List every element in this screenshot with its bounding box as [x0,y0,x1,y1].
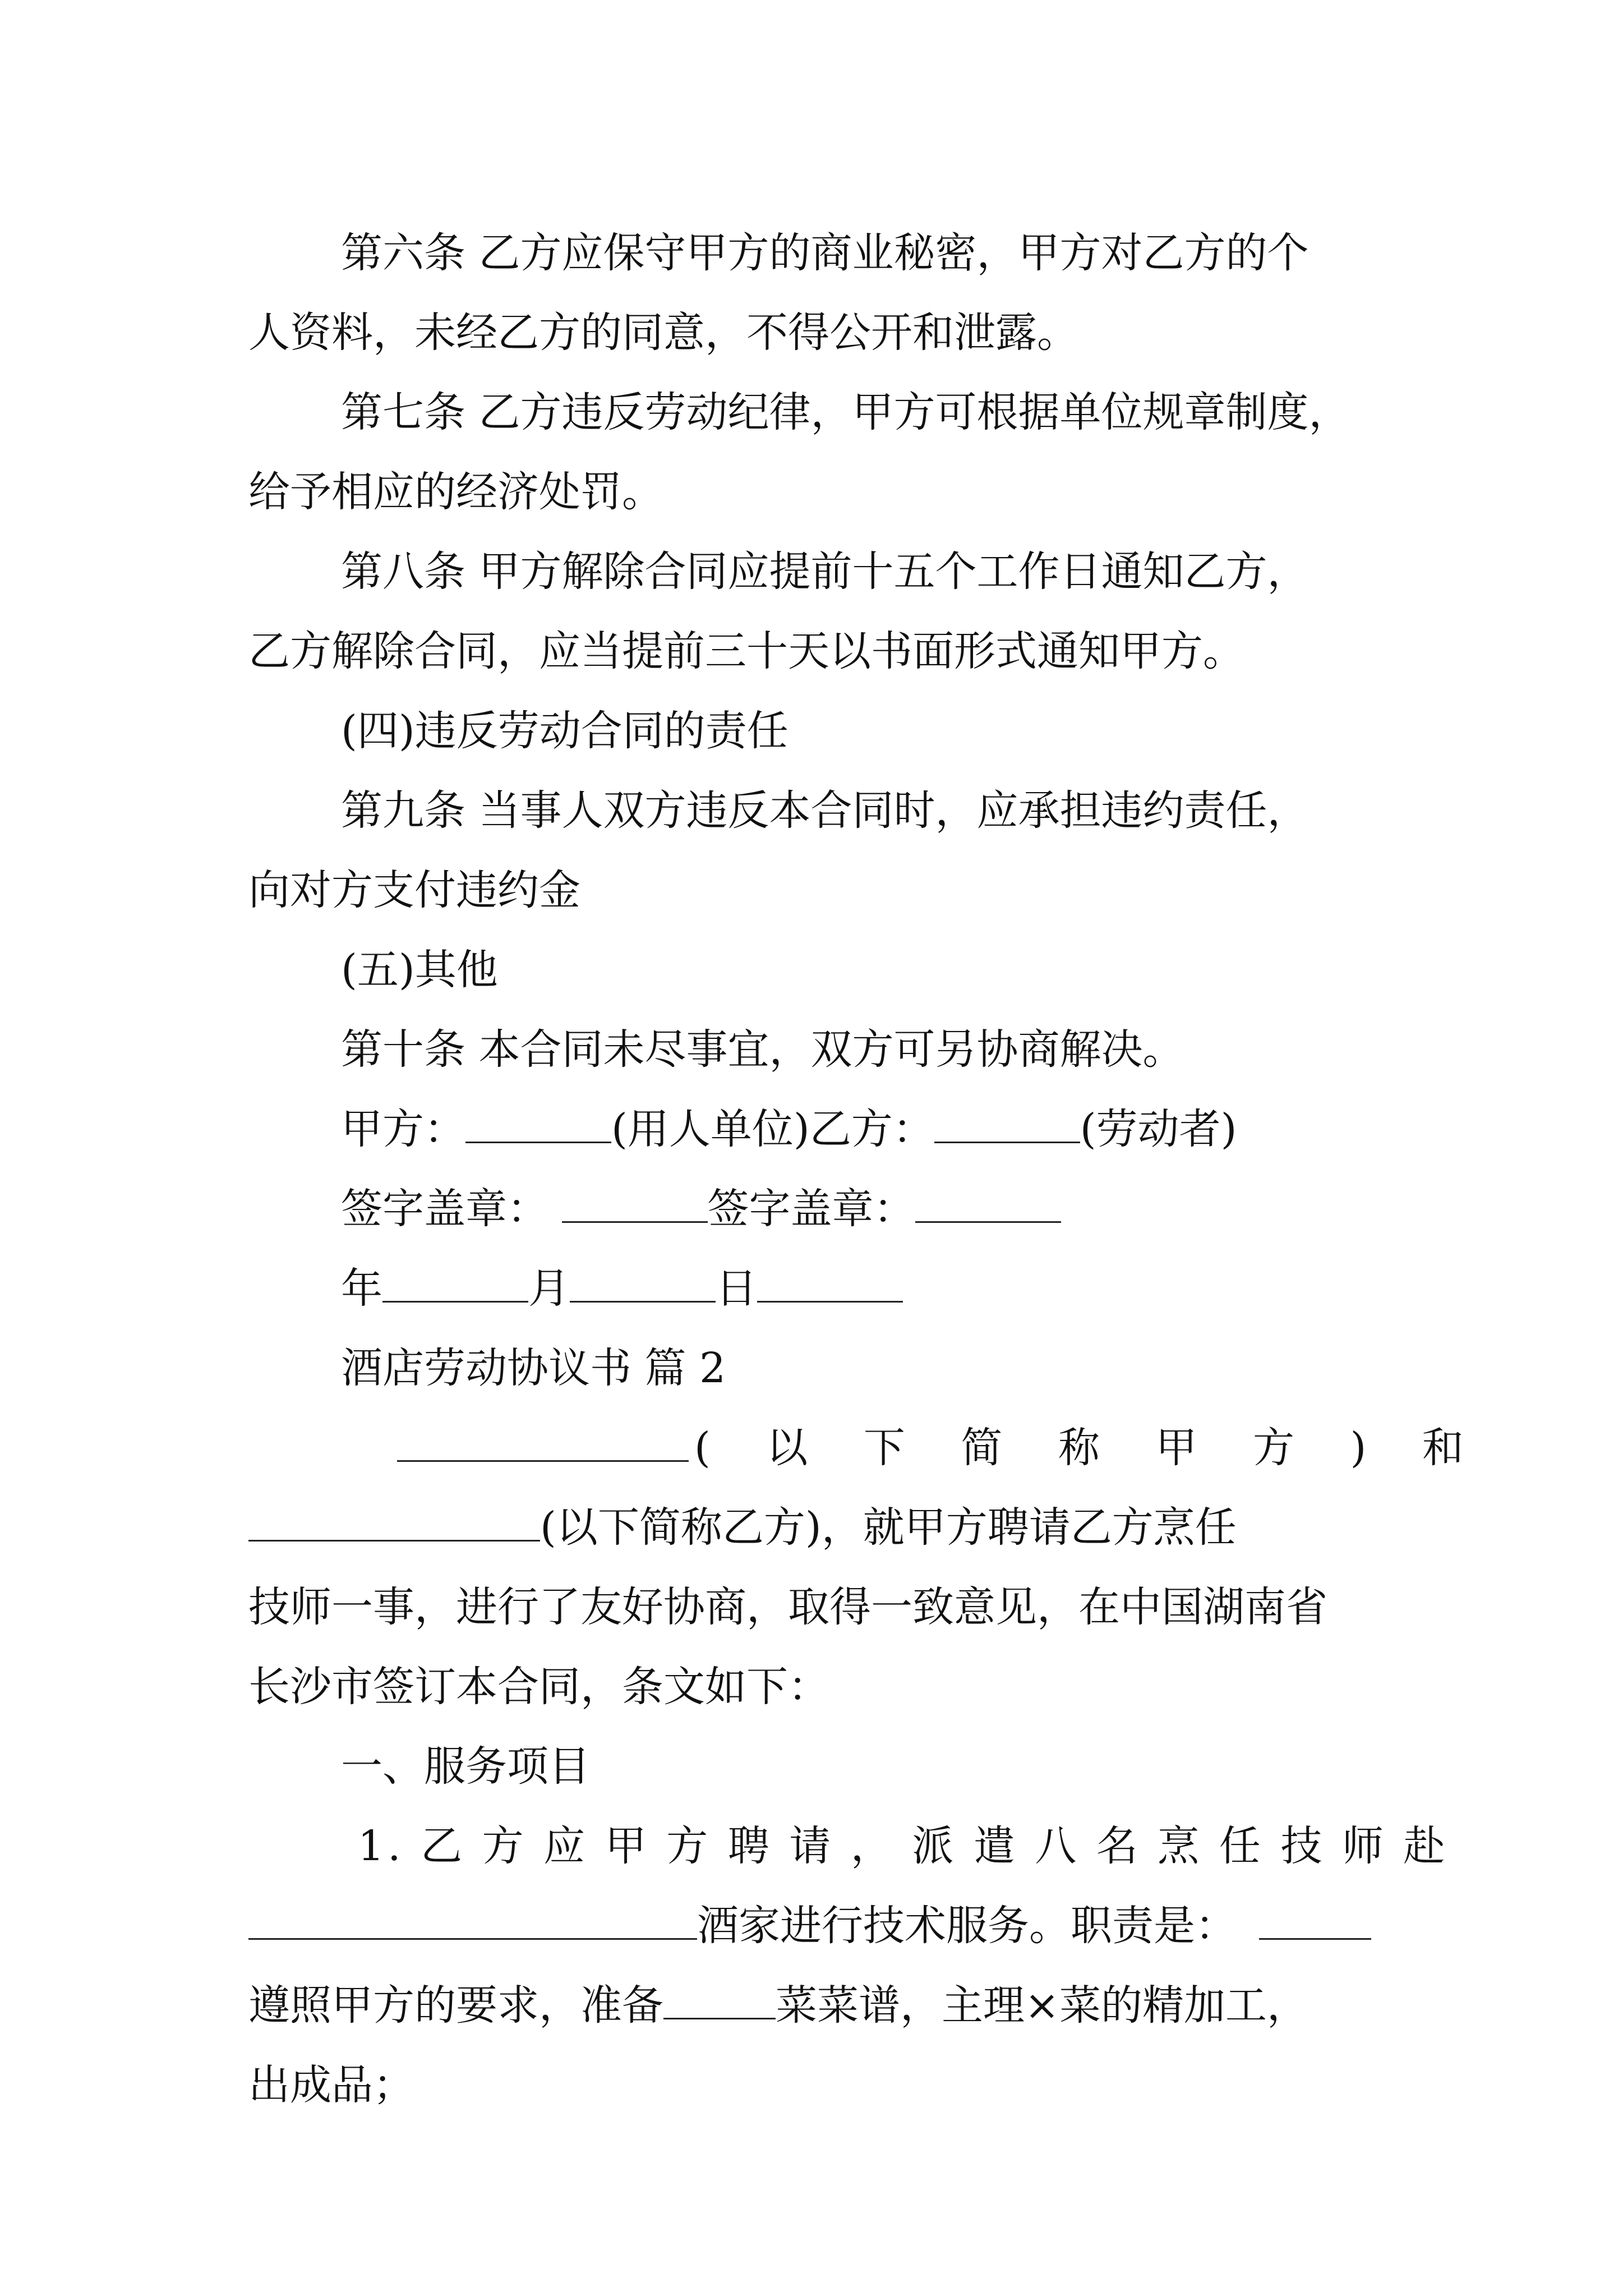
party-a-label: 甲方： [341,1105,465,1153]
section-5-heading: (五)其他 [341,946,498,994]
item-1-line-3 [248,1966,1376,2045]
part-2-title: 酒店劳动协议书 篇 2 [341,1344,726,1392]
item-1-line-2-text: 酒家进行技术服务。职责是： [697,1902,1237,1950]
article-6-line-2: 人资料，未经乙方的同意，不得公开和泄露。 [248,309,1078,357]
article-6-line-1: 第六条 乙方应保守甲方的商业秘密，甲方对乙方的个 [341,229,1309,277]
article-9-line-2: 向对方支付违约金 [248,866,580,914]
seal-label-a: 签字盖章： [341,1185,548,1233]
month-blank [570,1265,716,1303]
year-label: 年 [341,1264,382,1313]
month-label: 月 [528,1264,570,1313]
service-section-heading: 一、服务项目 [341,1742,590,1791]
article-7-line-1: 第七条 乙方违反劳动纪律，甲方可根据单位规章制度， [341,388,1350,436]
item-1-line-3-text-b: 菜菜谱，主理×菜的精加工， [776,1981,1309,2030]
intro-line-1 [248,1408,1485,1488]
party-a-blank [465,1106,611,1143]
day-blank [757,1265,903,1303]
item-1-line-1: 1. 乙 方 应 甲 方 聘 请 ， 派 遣 八 名 烹 任 技 师 赴 [358,1822,1449,1870]
article-7-line-2: 给予相应的经济处罚。 [248,468,663,516]
item-1-line-4: 出成品； [248,2061,414,2109]
party-b-name-blank [248,1504,540,1542]
duty-blank [1259,1902,1371,1940]
day-label: 日 [716,1264,757,1313]
article-8-line-2: 乙方解除合同，应当提前三十天以书面形式通知甲方。 [248,627,1244,675]
cuisine-blank [663,1982,776,2019]
employer-label: (用人单位)乙方： [611,1105,934,1153]
article-10: 第十条 本合同未尽事宜，双方可另协商解决。 [341,1025,1184,1074]
article-9-line-1: 第九条 当事人双方违反本合同时，应承担违约责任， [341,786,1309,835]
document-body [248,213,1485,2125]
seal-blank-b [915,1185,1061,1223]
date-line [248,1249,1376,1328]
year-blank [382,1265,528,1303]
seal-blank-a [562,1185,708,1223]
signature-seal-line [248,1169,1376,1249]
intro-line-2-text: (以下简称乙方)，就甲方聘请乙方烹任 [540,1503,1237,1552]
party-b-blank [934,1106,1080,1143]
intro-line-4: 长沙市签订本合同，条文如下： [248,1663,829,1711]
intro-line-3: 技师一事，进行了友好协商，取得一致意见，在中国湖南省 [248,1583,1327,1631]
restaurant-name-blank [248,1902,697,1940]
item-1-line-3-text-a: 遵照甲方的要求，准备 [248,1981,663,2030]
intro-line-1-text: ( 以 下 简 称 甲 方 ) 和 [694,1424,1485,1472]
article-8-line-1: 第八条 甲方解除合同应提前十五个工作日通知乙方， [341,547,1309,596]
section-4-heading: (四)违反劳动合同的责任 [341,707,789,755]
party-a-name-blank [397,1424,689,1462]
intro-line-2 [248,1488,1376,1567]
laborer-label: (劳动者) [1080,1105,1237,1153]
seal-label-b: 签字盖章： [707,1185,915,1233]
signature-parties-line [248,1089,1376,1169]
item-1-line-2 [248,1886,1376,1966]
